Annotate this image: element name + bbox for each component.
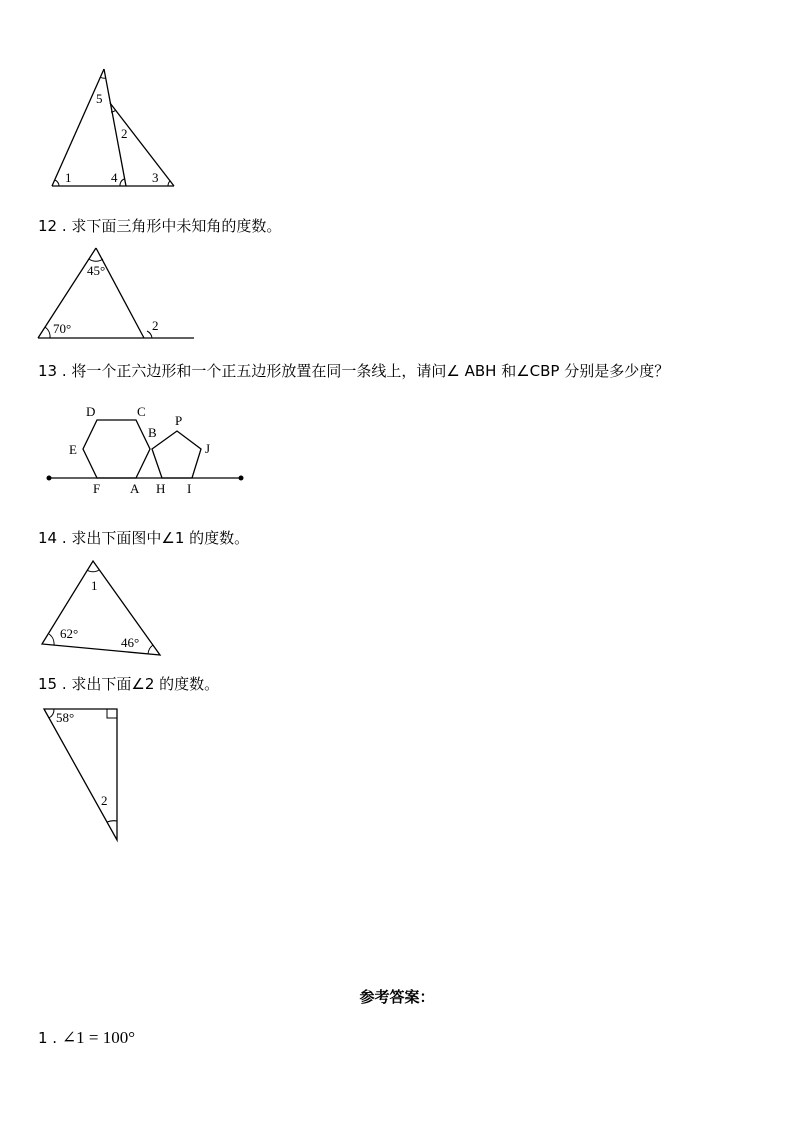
figure-q14 xyxy=(38,556,166,660)
angle-label-3: 3 xyxy=(152,170,159,185)
vertex-label-I: I xyxy=(187,481,192,496)
vertex-label-H: H xyxy=(156,481,166,496)
angle-label-5: 5 xyxy=(96,91,103,106)
angle-label-2: 2 xyxy=(152,318,159,333)
answer-1 xyxy=(38,1028,135,1048)
vertex-label-F: F xyxy=(93,481,101,496)
angle-label-62: 62° xyxy=(60,626,79,641)
angle-label-4: 4 xyxy=(111,170,118,185)
vertex-label-A: A xyxy=(130,481,140,496)
figure-q12 xyxy=(36,242,198,342)
angle-label-46: 46° xyxy=(121,635,140,650)
question-14: 14 . 求出下面图中∠1 的度数。 xyxy=(38,529,250,547)
angle-label-70: 70° xyxy=(53,321,72,336)
angle-label-1: 1 xyxy=(65,170,72,185)
vertex-label-B: B xyxy=(148,425,157,440)
figure-q13 xyxy=(40,398,250,498)
question-12: 12 . 求下面三角形中未知角的度数。 xyxy=(38,217,282,235)
angle-label-1: 1 xyxy=(91,578,98,593)
angle-label-2: 2 xyxy=(101,793,108,808)
vertex-label-C: C xyxy=(137,404,146,419)
figure-q15 xyxy=(40,703,124,845)
vertex-label-P: P xyxy=(175,413,183,428)
angle-label-58: 58° xyxy=(56,710,75,725)
vertex-label-D: D xyxy=(86,404,96,419)
vertex-label-J: J xyxy=(205,441,211,456)
question-15: 15 . 求出下面∠2 的度数。 xyxy=(38,675,220,693)
answer-number: 1 . xyxy=(38,1029,62,1047)
answer-text: ∠1 = 100° xyxy=(61,1028,135,1047)
angle-label-45: 45° xyxy=(87,263,106,278)
angle-label-2: 2 xyxy=(121,126,128,141)
answers-heading: 参考答案： xyxy=(359,988,435,1006)
question-13: 13 . 将一个正六边形和一个正五边形放置在同一条线上，请问∠ ABH 和∠CBP 分别是多少度？ xyxy=(38,362,670,380)
figure-q11 xyxy=(40,60,190,195)
vertex-label-E: E xyxy=(69,442,77,457)
